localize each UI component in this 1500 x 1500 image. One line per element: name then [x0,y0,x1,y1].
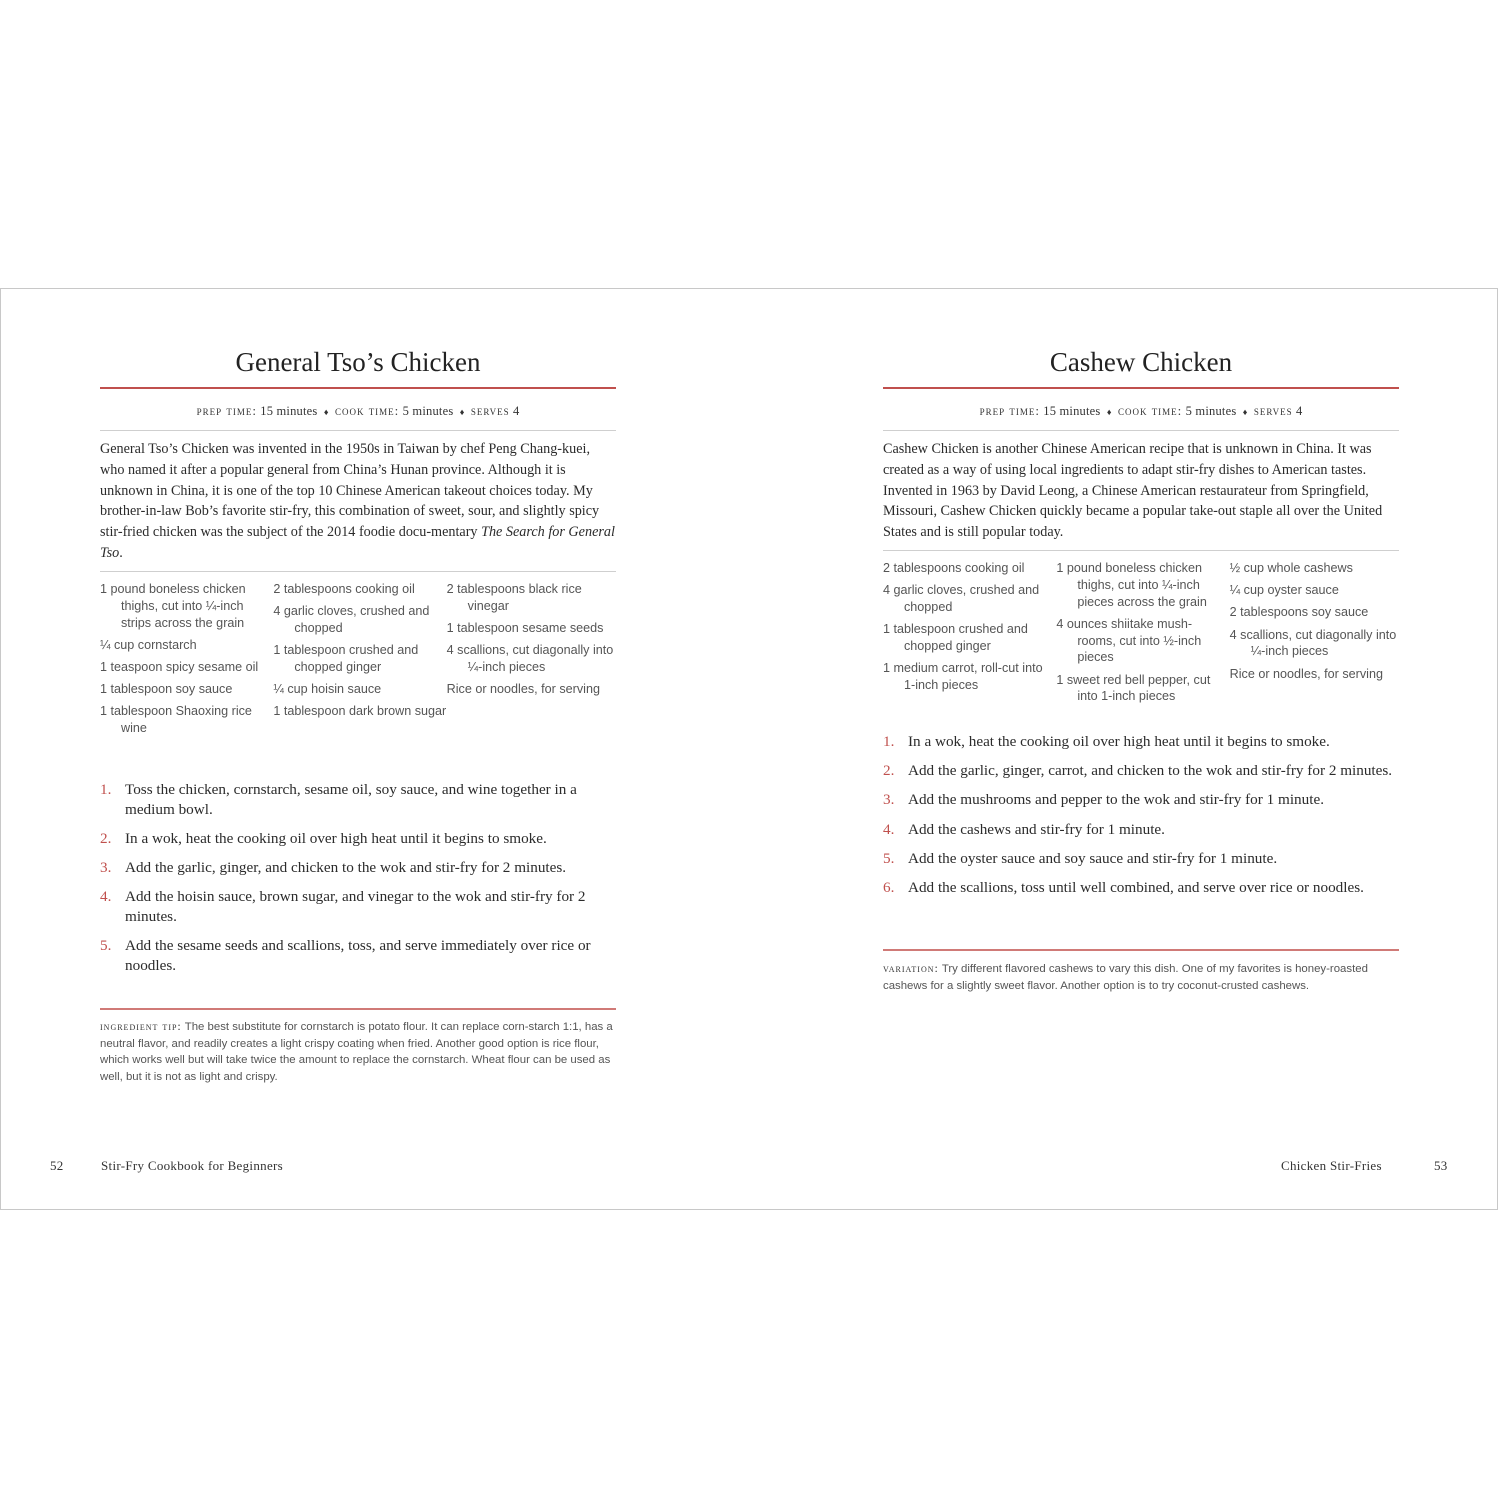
step-item [100,780,616,819]
ingredient-item: 4 garlic cloves, crushed and chopped [883,583,1040,614]
step-number: 1. [100,781,112,798]
recipe-title: Cashew Chicken [1049,347,1233,377]
ingredient-tip [100,1018,620,1085]
recipe-meta [883,403,1399,419]
step-number: 1. [883,733,895,750]
tip-text: Try different flavored cashews to vary this dish. One of my favorites is honey-roasted cashews for a slightly sweet flavor. Another option is to try coconut-crusted cashews. [883,963,1368,992]
intro-italic: The Search for General Tso [100,524,615,561]
ingredient-item: 1 tablespoon crushed and chopped ginger [883,622,1028,653]
ingredients-list [883,560,1403,711]
ingredient-item: 4 scallions, cut diagonally into ¼-inch pieces [1229,627,1397,659]
step-text: Toss the chicken, cornstarch, sesame oil, soy sauce, and wine together in a medium bowl. [125,781,577,818]
ingredient-item: 2 tablespoons soy sauce [1229,605,1369,620]
step-number: 2. [883,762,895,780]
ingredient-item: 1 teaspoon spicy sesame oil [100,659,259,674]
recipe-meta [100,403,616,419]
ingredient-item: 4 scallions, cut diagonally into ¼-inch pieces [446,643,614,674]
prep-label: prep time: [196,403,257,418]
ingredient-item: ¼ cup hoisin sauce [273,682,382,697]
meta-rule [100,430,616,431]
ingredient-item: 1 tablespoon Shaoxing rice wine [100,704,252,736]
recipe-title: General Tso’s Chicken [235,347,481,377]
ingredient-item: 1 pound boneless chicken thighs, cut into ¼-inch pieces across the grain [1056,561,1207,609]
ingredients-column [100,581,273,742]
recipe-steps [100,780,616,985]
ingredient-item: 1 pound boneless chicken thighs, cut into ¼-inch strips across the grain [100,582,246,630]
cook-value: 5 minutes [1185,404,1237,418]
recipe-intro: Cashew Chicken is another Chinese American recipe that is unknown in China. It was created as a way of using local ingredients to adapt stir-fry dishes to American tastes. Invented in 1963 by David Leong, a Chinese American restaurateur from Springfield, Missouri, Cashew Chicken quickly became a popular take-out staple all over the United States and is still popular today. [883,441,1383,541]
ingredient-item: 4 ounces shiitake mush-rooms, cut into ½-inch pieces [1056,616,1202,665]
ingredient-item: 4 garlic cloves, crushed and chopped [273,604,430,635]
ingredient-item: 1 tablespoon dark brown sugar [273,704,447,719]
serves-label: serves [470,403,510,418]
step-item [100,887,616,926]
step-number: 3. [100,858,112,876]
prep-value: 15 minutes [1043,404,1101,418]
ingredient-item: 2 tablespoons black rice vinegar [446,582,582,613]
step-item [883,878,1399,898]
step-number: 3. [883,791,895,809]
ingredient-item: ¼ cup cornstarch [100,637,197,652]
page-number-left: 52 [50,1158,64,1173]
serves-label: serves [1253,403,1293,418]
variation-note [883,960,1403,994]
step-number: 4. [100,888,112,906]
intro-rule [883,550,1399,551]
cook-value: 5 minutes [402,404,454,418]
title-rule [100,387,616,389]
step-number: 5. [100,936,112,954]
running-head-left: Stir-Fry Cookbook for Beginners [101,1158,284,1173]
step-item [883,732,1399,752]
step-item [100,936,616,975]
tip-label: variation: [883,961,939,975]
ingredient-item: 1 tablespoon soy sauce [100,682,233,697]
meta-rule [883,430,1399,431]
step-text: Add the oyster sauce and soy sauce and stir-fry for 1 minute. [908,849,1278,867]
title-rule [883,387,1399,389]
cook-label: cook time: [334,403,400,418]
separator-icon: ♦ [459,407,465,417]
recipe-steps [883,732,1399,907]
step-item [883,820,1399,840]
step-item [100,829,616,849]
tip-text: The best substitute for cornstarch is potato flour. It can replace corn-starch 1:1, has a neutral flavor, and readily creates a light crispy coating when fried. Another good option is rice flour, which works well but will take twice the amount to replace the cornstarch. Wheat flour can be used as well, but it is not as light and crispy. [100,1021,613,1083]
serves-value: 4 [512,404,520,418]
step-text: Add the garlic, ginger, carrot, and chicken to the wok and stir-fry for 2 minutes. [908,762,1393,780]
step-text: Add the mushrooms and pepper to the wok and stir-fry for 1 minute. [908,791,1325,809]
step-text: Add the garlic, ginger, and chicken to the wok and stir-fry for 2 minutes. [125,858,567,876]
step-text: In a wok, heat the cooking oil over high heat until it begins to smoke. [125,829,547,847]
separator-icon: ♦ [1106,407,1112,417]
step-item [883,790,1399,810]
step-text: Add the hoisin sauce, brown sugar, and vinegar to the wok and stir-fry for 2 minutes. [125,888,586,925]
step-number: 5. [883,849,895,867]
prep-value: 15 minutes [260,404,318,418]
cook-label: cook time: [1117,403,1183,418]
running-head-right: Chicken Stir-Fries [1281,1158,1382,1173]
tip-label: ingredient tip: [100,1019,182,1033]
ingredient-item: ½ cup whole cashews [1229,561,1353,575]
ingredient-item: 2 tablespoons cooking oil [883,561,1025,575]
ingredients-column [1230,560,1403,711]
ingredient-item: 1 tablespoon sesame seeds [446,620,604,635]
intro-end: . [119,544,123,561]
ingredient-item: Rice or noodles, for serving [446,682,600,697]
ingredient-item: Rice or noodles, for serving [1229,666,1383,681]
ingredient-item: 1 medium carrot, roll-cut into 1-inch pieces [883,661,1043,692]
separator-icon: ♦ [1242,407,1248,417]
step-number: 2. [100,829,112,847]
separator-icon: ♦ [323,407,329,417]
step-text: Add the scallions, toss until well combined, and serve over rice or noodles. [908,878,1364,896]
prep-label: prep time: [979,403,1040,418]
tip-rule [100,1008,616,1010]
tip-rule [883,949,1399,951]
ingredient-item: 2 tablespoons cooking oil [273,582,415,596]
page-number-right: 53 [1434,1158,1448,1173]
ingredients-column [1056,560,1229,711]
step-number: 6. [883,878,895,896]
ingredients-column [883,560,1056,711]
ingredients-list [100,581,620,742]
step-item [883,761,1399,781]
ingredient-item: 1 sweet red bell pepper, cut into 1-inch pieces [1056,672,1211,704]
serves-value: 4 [1295,404,1303,418]
intro-rule [100,571,616,572]
book-spread [0,288,1498,1210]
ingredient-item: 1 tablespoon crushed and chopped ginger [273,643,419,674]
ingredient-item: ¼ cup oyster sauce [1229,583,1339,598]
ingredients-column [447,581,620,742]
step-item [100,858,616,878]
recipe-intro [100,439,616,564]
intro-text: General Tso’s Chicken was invented in the 1950s in Taiwan by chef Peng Chang-kuei, who named it after a popular general from China’s Hunan province. Although it is unknown in China, it is one of the top 10 Chinese American takeout choices today. My brother-in-law Bob’s favorite stir-fry, this combination of sweet, sour, and slightly spicy stir-fried chicken was the subject of the 2014 foodie docu-mentary [100,441,600,541]
step-item [883,849,1399,869]
ingredients-column [273,581,446,742]
step-number: 4. [883,820,895,838]
step-text: Add the sesame seeds and scallions, toss, and serve immediately over rice or noodles. [125,936,591,974]
step-text: In a wok, heat the cooking oil over high heat until it begins to smoke. [908,733,1330,750]
step-text: Add the cashews and stir-fry for 1 minute. [908,820,1165,838]
